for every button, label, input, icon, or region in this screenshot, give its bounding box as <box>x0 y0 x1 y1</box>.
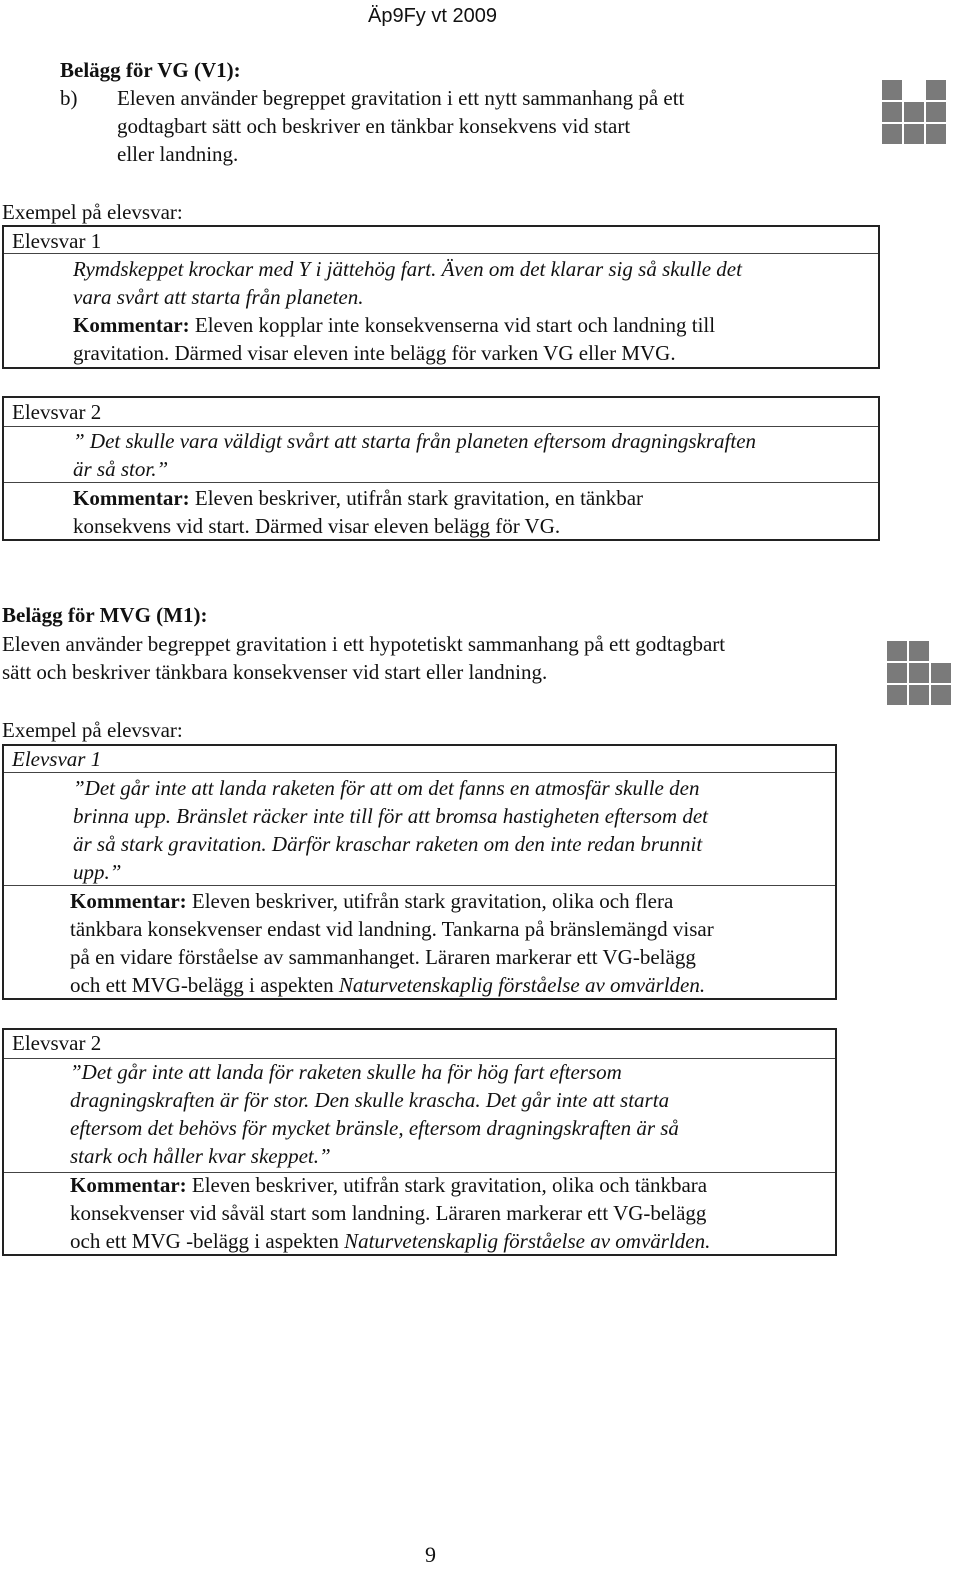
vg-answer2-comment: konsekvens vid start. Därmed visar eleven belägg för VG. <box>73 514 561 538</box>
comment-text: Eleven beskriver, utifrån stark gravitation, en tänkbar <box>189 486 644 510</box>
mvg-answer1-comment: tänkbara konsekvenser endast vid landning. Tankarna på bränslemängd visar <box>70 917 714 941</box>
running-header: Äp9Fy vt 2009 <box>368 5 497 27</box>
mvg-heading: Belägg för MVG (M1): <box>2 603 208 627</box>
mvg-answer2-text: eftersom det behövs för mycket bränsle, eftersom dragningskraften är så <box>70 1116 679 1140</box>
mvg-answer2-text: ”Det går inte att landa för raketen skulle ha för hög fart eftersom <box>70 1060 622 1084</box>
vg-answer1-title: Elevsvar 1 <box>12 229 102 253</box>
comment-label: Kommentar: <box>70 1173 187 1197</box>
comment-label: Kommentar: <box>70 889 187 913</box>
mvg-answer2-comment <box>70 1227 710 1255</box>
mvg-answer2-text: dragningskraften är för stor. Den skulle krascha. Det går inte att starta <box>70 1088 670 1112</box>
mvg-answer2-text: stark och håller kvar skeppet.” <box>70 1144 331 1168</box>
mvg-grade-grid-icon <box>887 641 951 705</box>
comment-text: Eleven beskriver, utifrån stark gravitation, olika och flera <box>186 889 674 913</box>
mvg-answer1-text: brinna upp. Bränslet räcker inte till för att bromsa hastigheten eftersom det <box>73 804 709 828</box>
mvg-answer1-text: ”Det går inte att landa raketen för att om det fanns en atmosfär skulle den <box>73 776 700 800</box>
mvg-answer2-title: Elevsvar 2 <box>12 1031 102 1055</box>
vg-answer1-text: vara svårt att starta från planeten. <box>73 285 364 309</box>
comment-text: Eleven beskriver, utifrån stark gravitation, olika och tänkbara <box>186 1173 708 1197</box>
mvg-answer2-comment: konsekvenser vid såväl start som landning. Läraren markerar ett VG-belägg <box>70 1201 707 1225</box>
vg-examples-heading: Exempel på elevsvar: <box>2 200 183 224</box>
vg-answer2-text: ” Det skulle vara väldigt svårt att starta från planeten eftersom dragningskraften <box>73 429 757 453</box>
comment-label: Kommentar: <box>73 486 190 510</box>
page-number: 9 <box>425 1542 436 1567</box>
mvg-criteria-line: Eleven använder begreppet gravitation i ett hypotetiskt sammanhang på ett godtagbart <box>2 632 726 656</box>
comment-text: Eleven kopplar inte konsekvenserna vid start och landning till <box>189 313 716 337</box>
comment-text: och ett MVG -belägg i aspekten <box>70 1229 345 1253</box>
comment-text: och ett MVG-belägg i aspekten <box>70 973 339 997</box>
vg-answer2-title: Elevsvar 2 <box>12 400 102 424</box>
vg-heading: Belägg för VG (V1): <box>60 58 241 82</box>
mvg-answer1-comment <box>70 971 705 999</box>
vg-item-line: eller landning. <box>117 142 239 166</box>
mvg-answer1-text: upp.” <box>73 860 122 884</box>
mvg-answer1-comment: på en vidare förståelse av sammanhanget. Läraren markerar ett VG-belägg <box>70 945 696 969</box>
mvg-criteria-line: sätt och beskriver tänkbara konsekvenser vid start eller landning. <box>2 660 548 684</box>
mvg-answer1-title: Elevsvar 1 <box>12 747 102 771</box>
comment-label: Kommentar: <box>73 313 190 337</box>
vg-item-label: b) <box>60 86 78 110</box>
vg-grade-grid-icon <box>882 80 946 144</box>
vg-answer1-comment: gravitation. Därmed visar eleven inte belägg för varken VG eller MVG. <box>73 341 676 365</box>
aspect-name: Naturvetenskaplig förståelse av omvärlden. <box>344 1229 711 1253</box>
aspect-name: Naturvetenskaplig förståelse av omvärlden. <box>338 973 706 997</box>
mvg-answer1-text: är så stark gravitation. Därför kraschar raketen om den inte redan brunnit <box>73 832 703 856</box>
mvg-answer2-comment <box>70 1171 707 1199</box>
vg-answer2-text: är så stor.” <box>73 457 169 481</box>
vg-item-line: Eleven använder begreppet gravitation i ett nytt sammanhang på ett <box>117 86 685 110</box>
vg-answer2-comment <box>73 484 643 512</box>
mvg-examples-heading: Exempel på elevsvar: <box>2 718 183 742</box>
vg-item-line: godtagbart sätt och beskriver en tänkbar konsekvens vid start <box>117 114 631 138</box>
mvg-answer1-comment <box>70 887 673 915</box>
vg-answer1-comment <box>73 311 715 339</box>
vg-answer1-text: Rymdskeppet krockar med Y i jättehög fart. Även om det klarar sig så skulle det <box>73 257 742 281</box>
